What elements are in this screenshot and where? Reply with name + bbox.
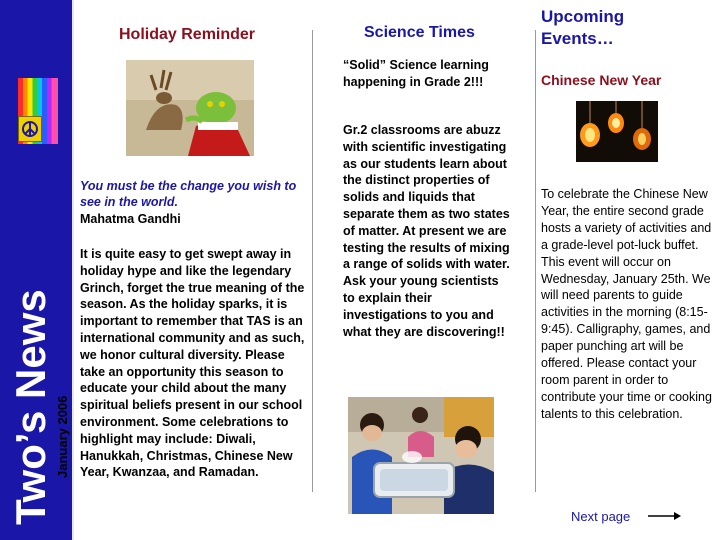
issue-date: January 2006 [55, 395, 70, 478]
chinese-new-year-title: Chinese New Year [541, 72, 662, 88]
right-arrow-icon[interactable] [648, 509, 682, 523]
column-divider-2 [535, 30, 536, 492]
quote-author: Mahatma Gandhi [80, 212, 181, 226]
peace-sign-icon [18, 116, 42, 142]
holiday-reminder-title: Holiday Reminder [119, 26, 256, 43]
holiday-body-text: It is quite easy to get swept away in holiday hype and like the legendary Grinch, forget the true meaning of the season. As the holiday sparks, it is important to remember that TAS is an international community and as such, we honor cultural diversity. Please take an opportunity this season to educate your child about the many spiritual beliefs present in our school environment. Some celebrations to highlight may include: Diwali, Hanukkah, Christmas, Chinese New Year, Kwanzaa, and Ramadan. [80, 247, 305, 480]
science-headline: “Solid” Science learning happening in Grade 2!!! [343, 58, 489, 89]
lanterns-image [576, 101, 658, 162]
science-times-title: Science Times [364, 24, 475, 41]
grinch-image [126, 60, 254, 156]
sidebar [0, 0, 72, 540]
upcoming-events-title: Upcoming Events… [541, 7, 625, 48]
sidebar-edge [72, 0, 74, 540]
science-body-text: Gr.2 classrooms are abuzz with scientific investigating as our students learn about the distinct properties of solids and liquids that separate them as two states of matter. At present we are testing the results of mixing a range of solids with water. Ask your young scientists to explain their investigations to you and what they are discovering!! [343, 123, 510, 339]
chinese-new-year-body: To celebrate the Chinese New Year, the entire second grade hosts a variety of activities and a grade-level pot-luck buffet. This event will occur on Wednesday, January 25th. We will need parents to guide activities in the morning (8:15-9:45). Calligraphy, games, and paper punching art will be offered. Please contact your room parent in order to contribute your time or cooking talents to this celebration. [541, 187, 712, 421]
column-divider-1 [312, 30, 313, 492]
gandhi-quote: You must be the change you wish to see in the world. [80, 179, 297, 209]
science-class-photo [348, 397, 494, 514]
next-page-link[interactable]: Next page [571, 509, 631, 524]
masthead-title: Two’s News [7, 289, 54, 525]
